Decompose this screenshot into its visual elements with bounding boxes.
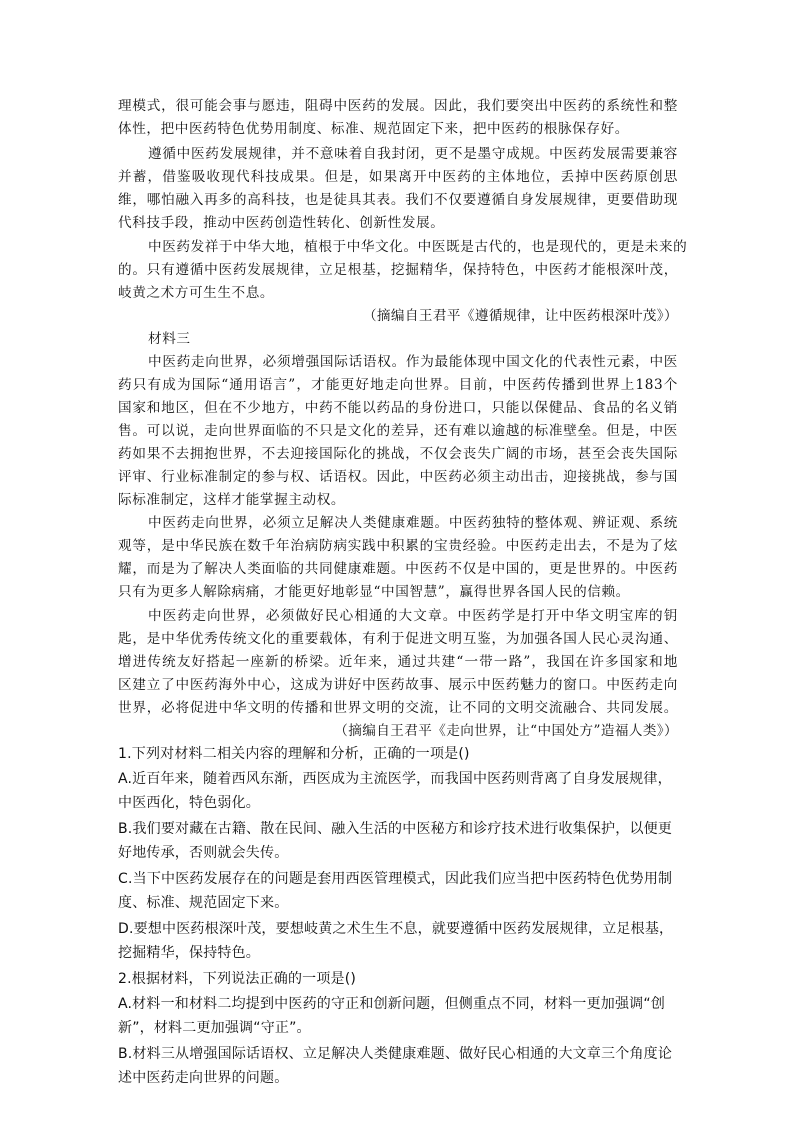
passage-line: 的。只有遵循中医药发展规律，立足根基，挖掘精华，保持特色，中医药才能根深叶茂，	[118, 262, 678, 278]
question-stem: 1.下列对材料二相关内容的理解和分析，正确的一项是()	[118, 746, 470, 762]
question-option: A.近百年来，随着西风东渐，西医成为主流医学，而我国中医药则背离了自身发展规律，	[118, 771, 672, 787]
passage-line: 中医药走向世界，必须立足解决人类健康难题。中医药独特的整体观、辨证观、系统	[148, 515, 678, 531]
question-option: 好地传承，否则就会失传。	[118, 845, 289, 861]
question-option: 新”，材料二更加强调“守正”。	[118, 1020, 311, 1036]
question-option: C.当下中医药发展存在的问题是套用西医管理模式，因此我们应当把中医药特色优势用制	[118, 871, 673, 887]
passage-line: 区建立了中医药海外中心，这成为讲好中医药故事、展示中医药魅力的窗口。中医药走向	[118, 677, 678, 693]
source-citation: （摘编自王君平《遵循规律，让中医药根深叶茂》）	[362, 308, 678, 324]
passage-line: 理模式，很可能会事与愿违，阻碍中医药的发展。因此，我们要突出中医药的系统性和整	[118, 98, 678, 114]
passage-line: 际标准制定，这样才能掌握主动权。	[118, 492, 346, 508]
passage-line: 中医药走向世界，必须增强国际话语权。作为最能体现中国文化的代表性元素，中医	[148, 354, 678, 370]
passage-line: 耀，而是为了解决人类面临的共同健康难题。中医药不仅是中国的，更是世界的。中医药	[118, 561, 678, 577]
passage-line: 只有为更多人解除病痛，才能更好地彰显“中国智慧”，赢得世界各国人民的信赖。	[118, 584, 630, 600]
passage-line: 代科技手段，推动中医药创造性转化、创新性发展。	[118, 215, 445, 231]
source-citation: （摘编自王君平《走向世界，让“中国处方”造福人类》）	[334, 723, 678, 739]
passage-line: 中医药发祥于中华大地，植根于中华文化。中医既是古代的，也是现代的，更是未来的	[148, 239, 688, 255]
passage-line: 维，哪怕融入再多的高科技，也是徒具其表。我们不仅要遵循自身发展规律，更要借助现	[118, 192, 678, 208]
passage-line: 药如果不去拥抱世界，不去迎接国际化的挑战，不仅会丧失广阔的市场，甚至会丧失国际	[118, 446, 678, 462]
passage-line: 药只有成为国际“通用语言”，才能更好地走向世界。目前，中医药传播到世界上183个	[118, 377, 678, 393]
question-option: 度、标准、规范固定下来。	[118, 895, 289, 911]
passage-line: 世界，必将促进中华文明的传播和世界文明的交流，让不同的文明交流融合、共同发展。	[118, 700, 678, 716]
passage-line: 遵循中医药发展规律，并不意味着自我封闭，更不是墨守成规。中医药发展需要兼容	[148, 146, 678, 162]
question-option: B.我们要对藏在古籍、散在民间、融入生活的中医秘方和诊疗技术进行收集保护，以便更	[118, 821, 673, 837]
passage-line: 中医药走向世界，必须做好民心相通的大文章。中医药学是打开中华文明宝库的钥	[148, 608, 678, 624]
question-option: 挖掘精华，保持特色。	[118, 945, 260, 961]
passage-line: 观等，是中华民族在数千年治病防病实践中积累的宝贵经验。中医药走出去，不是为了炫	[118, 538, 678, 554]
question-option: A.材料一和材料二均提到中医药的守正和创新问题，但侧重点不同，材料一更加强调“创	[118, 996, 666, 1012]
passage-line: 增进传统友好搭起一座新的桥梁。近年来，通过共建“一带一路”，我国在许多国家和地	[118, 654, 678, 670]
passage-line: 岐黄之术方可生生不息。	[118, 285, 275, 301]
passage-line: 匙，是中华优秀传统文化的重要载体，有利于促进文明互鉴，为加强各国人民心灵沟通、	[118, 631, 678, 647]
passage-line: 售。可以说，走向世界面临的不只是文化的差异，还有难以逾越的标准壁垒。但是，中医	[118, 423, 678, 439]
question-option: 中医西化，特色弱化。	[118, 795, 260, 811]
question-option: B.材料三从增强国际话语权、立足解决人类健康难题、做好民心相通的大文章三个角度论	[118, 1046, 673, 1062]
section-heading: 材料三	[148, 331, 191, 347]
passage-line: 并蓄，借鉴吸收现代科技成果。但是，如果离开中医药的主体地位，丢掉中医药原创思	[118, 169, 678, 185]
question-stem: 2.根据材料，下列说法正确的一项是()	[118, 971, 357, 987]
question-option: D.要想中医药根深叶茂，要想岐黄之术生生不息，就要遵循中医药发展规律，立足根基，	[118, 921, 674, 937]
passage-line: 体性，把中医药特色优势用制度、标准、规范固定下来，把中医药的根脉保存好。	[118, 121, 629, 137]
question-option: 述中医药走向世界的问题。	[118, 1070, 289, 1086]
passage-line: 国家和地区，但在不少地方，中药不能以药品的身份进口，只能以保健品、食品的名义销	[118, 400, 678, 416]
passage-line: 评审、行业标准制定的参与权、话语权。因此，中医药必须主动出击，迎接挑战，参与国	[118, 469, 678, 485]
